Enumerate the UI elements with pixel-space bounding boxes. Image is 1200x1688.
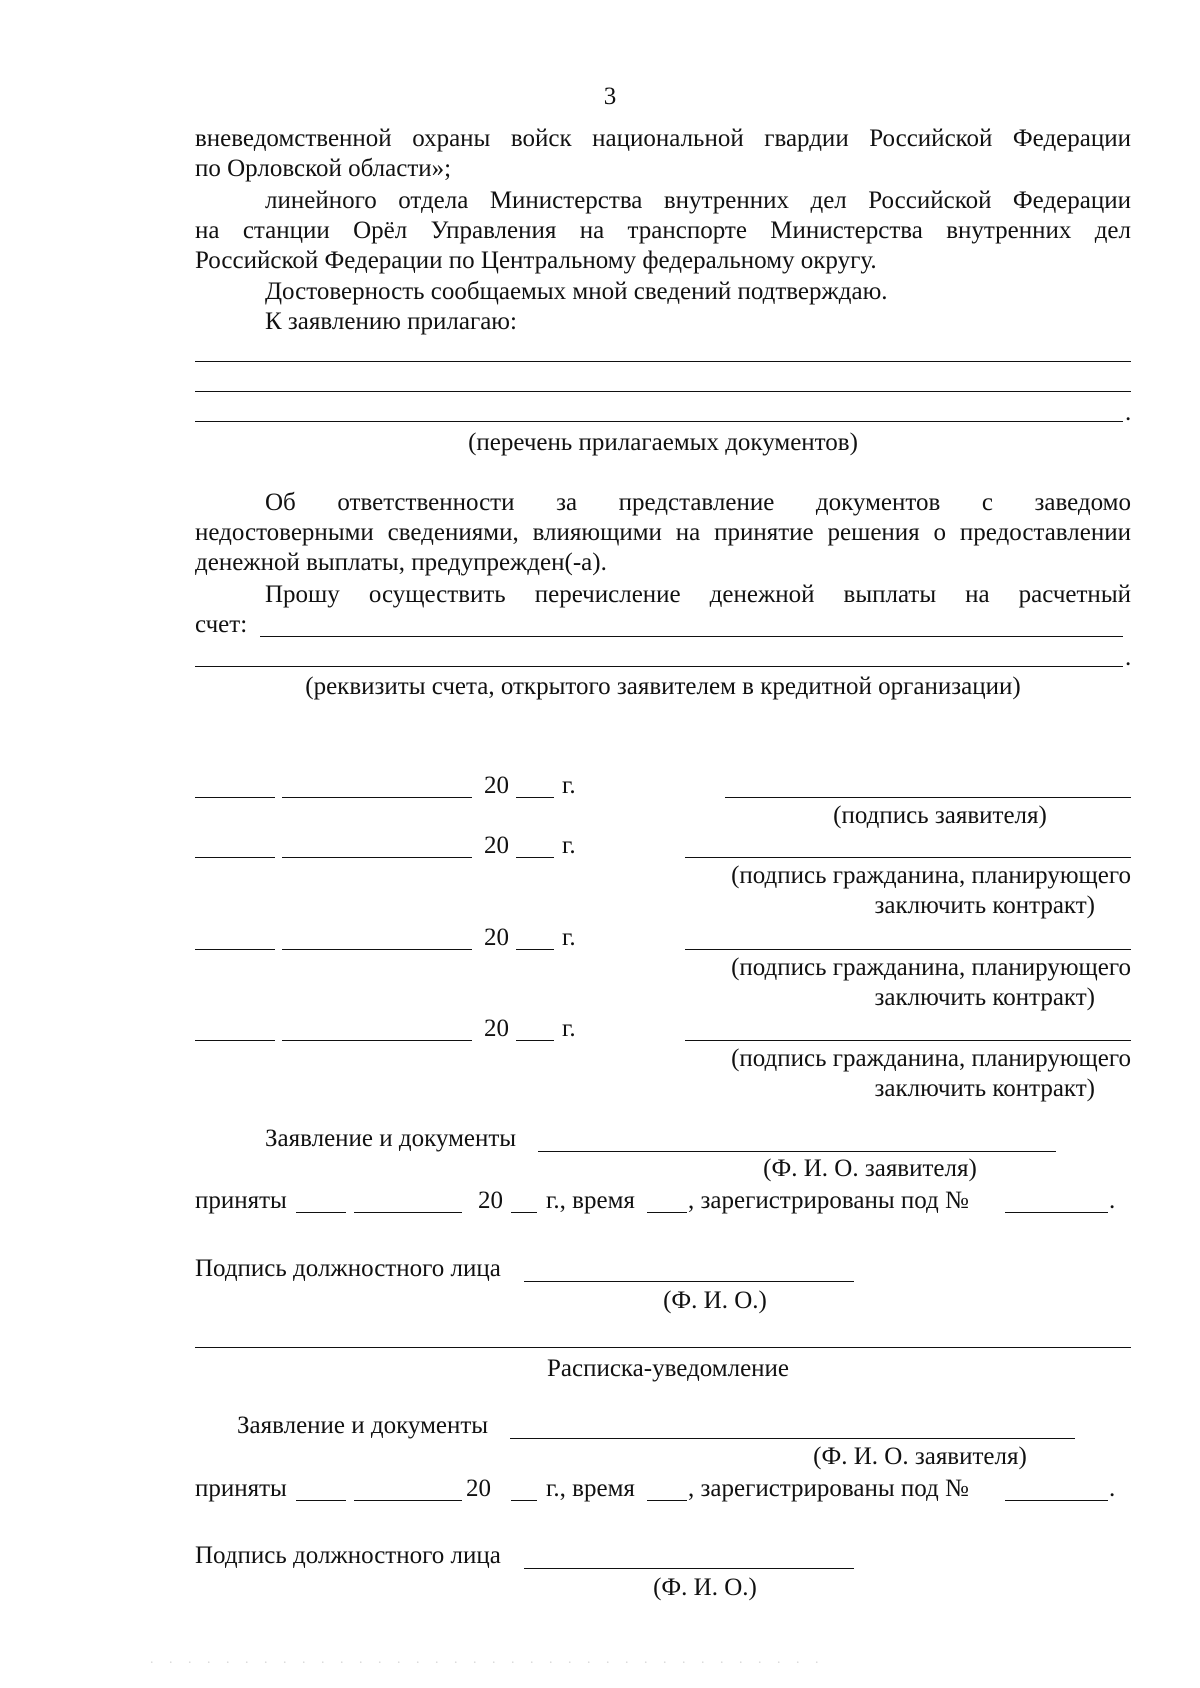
date-day-line-3[interactable] <box>195 949 275 950</box>
date-month-line-3[interactable] <box>282 949 472 950</box>
citizen-signature-line-2[interactable] <box>685 949 1131 950</box>
receipt-day-line[interactable] <box>296 1500 346 1501</box>
receipt-applicant-caption: (Ф. И. О. заявителя) <box>813 1443 1027 1470</box>
responsibility-line-2: недостоверными сведениями, влияющими на принятие решения о предоставлении <box>195 519 1131 546</box>
registration-day-line[interactable] <box>296 1212 346 1213</box>
registration-month-line[interactable] <box>354 1212 462 1213</box>
receipt-year-prefix: 20 <box>466 1475 491 1502</box>
receipt-title: Расписка-уведомление <box>546 1355 790 1382</box>
confirmation-text: Достоверность сообщаемых мной сведений подтверждаю. <box>265 278 888 305</box>
attachments-end-period: . <box>1125 399 1132 426</box>
date-year-line-3[interactable] <box>516 949 554 950</box>
citizen-caption-3a: (подпись гражданина, планирующего <box>731 1045 1131 1072</box>
attachments-line-1[interactable] <box>195 361 1131 362</box>
page-number: 3 <box>603 83 617 110</box>
date-year-line-1[interactable] <box>516 797 554 798</box>
responsibility-line-3: денежной выплаты, предупрежден(-а). <box>195 549 607 576</box>
attachments-line-2[interactable] <box>195 391 1131 392</box>
official-signature-line[interactable] <box>524 1281 854 1282</box>
receipt-year-line[interactable] <box>511 1500 537 1501</box>
registration-applicant-line[interactable] <box>538 1151 1056 1152</box>
citizen-signature-line-3[interactable] <box>685 1040 1131 1041</box>
intro-line-2: по Орловской области»; <box>195 155 452 182</box>
date-month-line-4[interactable] <box>282 1040 472 1041</box>
citizen-caption-1a: (подпись гражданина, планирующего <box>731 862 1131 889</box>
receipt-number-line[interactable] <box>1005 1500 1108 1501</box>
citizen-caption-2b: заключить контракт) <box>874 984 1095 1011</box>
registration-year-prefix: 20 <box>478 1187 503 1214</box>
intro-line-1: вневедомственной охраны войск национальной гвардии Российской Федерации <box>195 125 1131 152</box>
date-year-prefix-2: 20 <box>484 832 509 859</box>
account-end-period: . <box>1125 644 1132 671</box>
receipt-accepted-label: приняты <box>195 1475 287 1502</box>
date-day-line-1[interactable] <box>195 797 275 798</box>
date-year-suffix-1: г. <box>562 772 576 799</box>
date-year-line-2[interactable] <box>516 857 554 858</box>
registration-year-line[interactable] <box>511 1212 537 1213</box>
account-line-2[interactable] <box>195 666 1123 667</box>
date-day-line-4[interactable] <box>195 1040 275 1041</box>
receipt-applicant-line[interactable] <box>510 1438 1075 1439</box>
registration-number-label: , зарегистрированы под № <box>688 1187 969 1214</box>
applicant-signature-line[interactable] <box>725 797 1131 798</box>
citizen-signature-line-1[interactable] <box>685 857 1131 858</box>
date-year-prefix-1: 20 <box>484 772 509 799</box>
registration-number-line[interactable] <box>1005 1212 1108 1213</box>
registration-time-label: г., время <box>546 1187 635 1214</box>
account-line-1[interactable] <box>260 636 1123 637</box>
attachments-caption: (перечень прилагаемых документов) <box>468 429 858 456</box>
date-year-suffix-3: г. <box>562 924 576 951</box>
official-fio-caption: (Ф. И. О.) <box>663 1287 767 1314</box>
receipt-time-label: г., время <box>546 1475 635 1502</box>
applicant-signature-caption: (подпись заявителя) <box>833 802 1047 829</box>
date-year-line-4[interactable] <box>516 1040 554 1041</box>
receipt-official-line[interactable] <box>524 1568 854 1569</box>
intro-paragraph-2-line-2: на станции Орёл Управления на транспорте Министерства внутренних дел <box>195 217 1131 244</box>
registration-time-line[interactable] <box>647 1212 687 1213</box>
account-label: счет: <box>195 611 248 638</box>
registration-applicant-caption: (Ф. И. О. заявителя) <box>763 1155 977 1182</box>
registration-accepted-label: приняты <box>195 1187 287 1214</box>
responsibility-line-1: Об ответственности за представление документов с заведомо <box>265 489 1131 516</box>
receipt-number-label: , зарегистрированы под № <box>688 1475 969 1502</box>
receipt-end-period: . <box>1109 1475 1116 1502</box>
date-month-line-2[interactable] <box>282 857 472 858</box>
citizen-caption-1b: заключить контракт) <box>874 892 1095 919</box>
date-month-line-1[interactable] <box>282 797 472 798</box>
receipt-official-label: Подпись должностного лица <box>195 1542 501 1569</box>
date-year-suffix-4: г. <box>562 1015 576 1042</box>
account-caption: (реквизиты счета, открытого заявителем в кредитной организации) <box>305 673 1021 700</box>
registration-end-period: . <box>1109 1187 1116 1214</box>
attachments-line-3[interactable] <box>195 421 1123 422</box>
date-year-prefix-4: 20 <box>484 1015 509 1042</box>
receipt-fio-caption: (Ф. И. О.) <box>653 1574 757 1601</box>
scan-artifact-dots: . . . . . . . . . . . . . . . . . . . . . . . . . . . . . . . . . . . . <box>150 1652 825 1667</box>
citizen-caption-3b: заключить контракт) <box>874 1075 1095 1102</box>
intro-paragraph-2-line-3: Российской Федерации по Центральному федеральному округу. <box>195 247 877 274</box>
official-signature-label: Подпись должностного лица <box>195 1255 501 1282</box>
date-day-line-2[interactable] <box>195 857 275 858</box>
receipt-docs-label: Заявление и документы <box>237 1412 489 1439</box>
date-year-prefix-3: 20 <box>484 924 509 951</box>
date-year-suffix-2: г. <box>562 832 576 859</box>
receipt-time-line[interactable] <box>647 1500 687 1501</box>
cut-separator-line <box>195 1347 1131 1348</box>
receipt-month-line[interactable] <box>354 1500 462 1501</box>
intro-paragraph-2-line-1: линейного отдела Министерства внутренних дел Российской Федерации <box>265 187 1131 214</box>
registration-docs-label: Заявление и документы <box>265 1125 517 1152</box>
attachments-label: К заявлению прилагаю: <box>265 308 517 335</box>
payment-request-line: Прошу осуществить перечисление денежной выплаты на расчетный <box>265 581 1131 608</box>
citizen-caption-2a: (подпись гражданина, планирующего <box>731 954 1131 981</box>
